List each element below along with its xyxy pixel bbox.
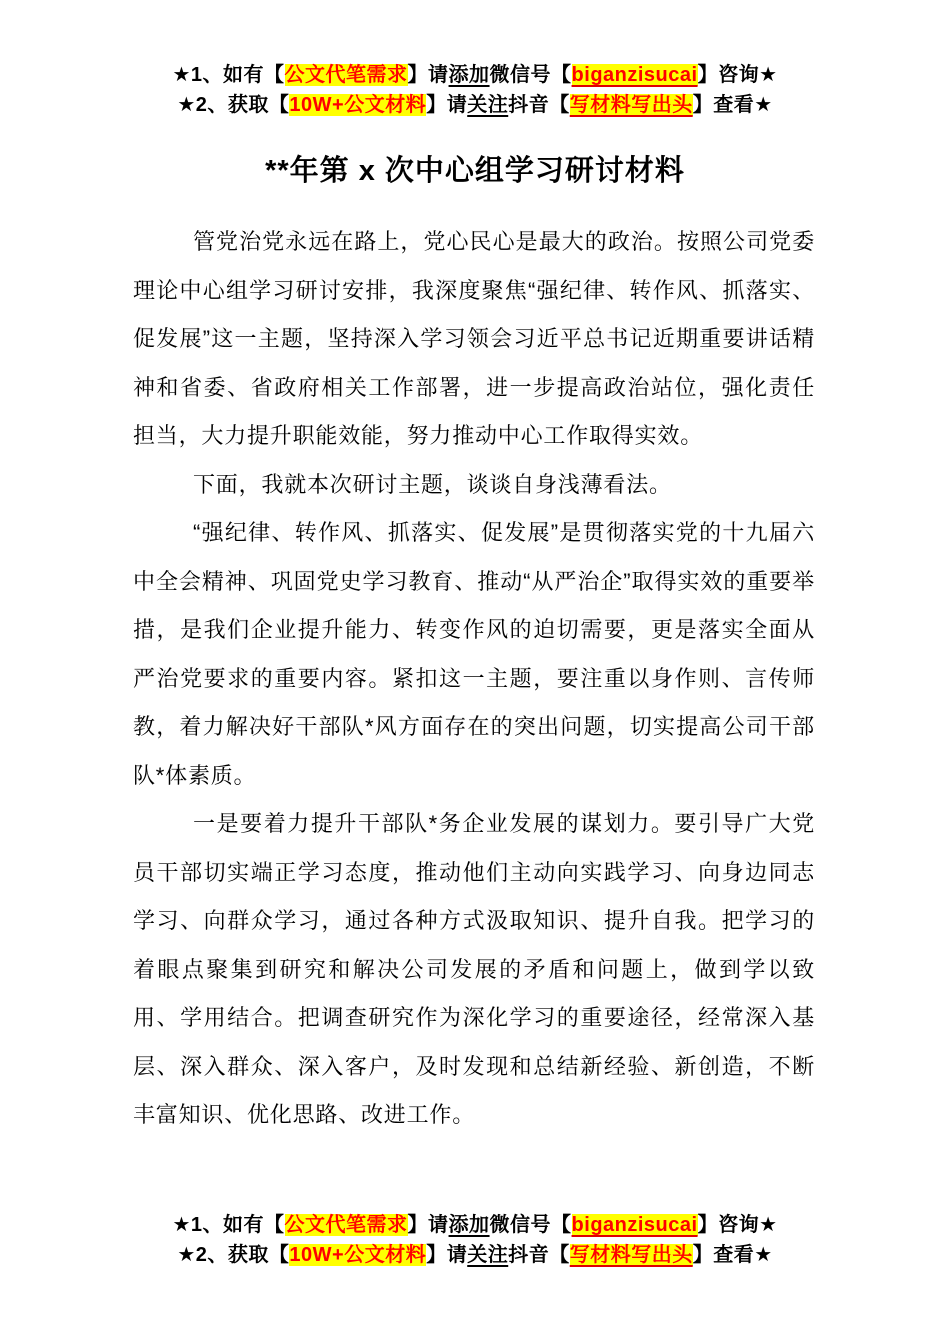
promo1-mid2: 微信号【	[489, 64, 572, 86]
promo1-mid1: 】请	[407, 1214, 449, 1236]
promo1-service-highlight: 公文代笔需求	[284, 64, 408, 86]
promo2-mid2: 抖音【	[508, 94, 570, 116]
promo1-mid2: 微信号【	[489, 1214, 572, 1236]
promo1-prefix: ★1、如有【	[172, 64, 285, 86]
promo1-service-highlight: 公文代笔需求	[284, 1214, 408, 1236]
promo1-suffix: 】咨询★	[697, 64, 778, 86]
promo-banner-top	[0, 0, 950, 120]
promo2-douyin-id: 写材料写出头	[569, 94, 693, 116]
paragraph-1: 管党治党永远在路上，党心民心是最大的政治。按照公司党委理论中心组学习研讨安排，我深度聚焦“强纪律、转作风、抓落实、促发展”这一主题，坚持深入学习领会习近平总书记近期重要讲话精神和省委、省政府相关工作部署，进一步提高政治站位，强化责任担当，大力提升职能效能，努力推动中心工作取得实效。	[133, 229, 815, 448]
promo2-prefix: ★2、获取【	[177, 94, 290, 116]
promo-line-1	[0, 1210, 950, 1240]
promo2-service-highlight: 10W+公文材料	[289, 1244, 427, 1266]
promo2-service-highlight: 10W+公文材料	[289, 94, 427, 116]
paragraph-2: 下面，我就本次研讨主题，谈谈自身浅薄看法。	[193, 471, 672, 497]
paragraph-3: “强纪律、转作风、抓落实、促发展”是贯彻落实党的十九届六中全会精神、巩固党史学习教育、推动“从严治企”取得实效的重要举措，是我们企业提升能力、转变作风的迫切需要，更是落实全面从严治党要求的重要内容。紧扣这一主题，要注重以身作则、言传师教，着力解决好干部队*风方面存在的突出问题，切实提高公司干部队*体素质。	[133, 520, 815, 788]
promo1-wechat-id: biganzisucai	[571, 1214, 698, 1236]
promo1-wechat-id: biganzisucai	[571, 64, 698, 86]
promo1-suffix: 】咨询★	[697, 1214, 778, 1236]
document-body	[133, 218, 815, 1140]
promo2-douyin-id: 写材料写出头	[569, 1244, 693, 1266]
promo2-prefix: ★2、获取【	[177, 1244, 290, 1266]
promo2-mid2: 抖音【	[508, 1244, 570, 1266]
promo-line-2	[0, 1240, 950, 1270]
promo1-action-underlined: 添加	[448, 64, 490, 86]
promo2-mid1: 】请	[426, 1244, 468, 1266]
promo-line-1	[0, 60, 950, 90]
promo2-suffix: 】查看★	[692, 94, 773, 116]
promo-banner-bottom	[0, 1210, 950, 1270]
promo2-action-underlined: 关注	[467, 1244, 509, 1266]
paragraph-4: 一是要着力提升干部队*务企业发展的谋划力。要引导广大党员干部切实端正学习态度，推动他们主动向实践学习、向身边同志学习、向群众学习，通过各种方式汲取知识、提升自我。把学习的着眼点聚集到研究和解决公司发展的矛盾和问题上，做到学以致用、学用结合。把调查研究作为深化学习的重要途径，经常深入基层、深入群众、深入客户，及时发现和总结新经验、新创造，不断丰富知识、优化思路、改进工作。	[133, 811, 815, 1127]
promo1-prefix: ★1、如有【	[172, 1214, 285, 1236]
promo1-action-underlined: 添加	[448, 1214, 490, 1236]
promo2-mid1: 】请	[426, 94, 468, 116]
promo-line-2	[0, 90, 950, 120]
promo2-action-underlined: 关注	[467, 94, 509, 116]
promo2-suffix: 】查看★	[692, 1244, 773, 1266]
page-title: **年第 x 次中心组学习研讨材料	[265, 155, 685, 187]
promo1-mid1: 】请	[407, 64, 449, 86]
